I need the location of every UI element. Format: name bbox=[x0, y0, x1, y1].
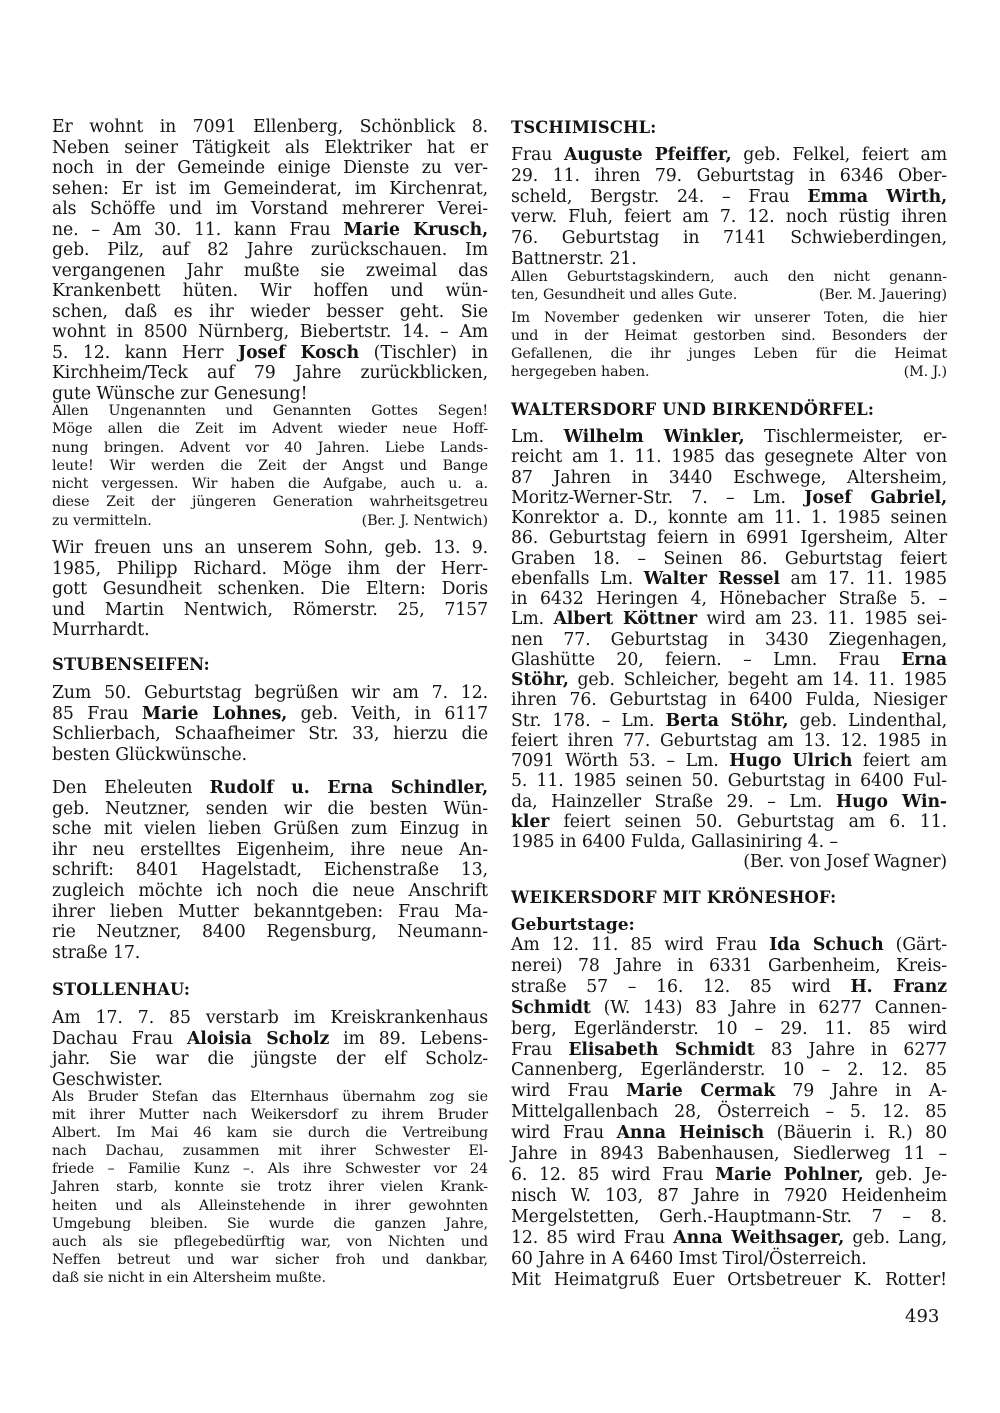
text-line: feiert ihren 77. Geburtstag am 13. 12. 1985 in bbox=[511, 730, 947, 751]
text-segment: Frau bbox=[511, 1039, 569, 1060]
text-segment: geb. Je- bbox=[863, 1164, 947, 1185]
text-segment: Lm. bbox=[511, 427, 564, 447]
text-line bbox=[511, 1228, 947, 1249]
bold-name: Anna Weithsager, bbox=[673, 1227, 845, 1248]
text-line: Er wohnt in 7091 Ellenberg, Schönblick 8. bbox=[52, 117, 488, 137]
text-line: nach Dachau, zusammen mit ihrer Schwester El- bbox=[52, 1143, 488, 1160]
text-segment: Tischlermeister, er- bbox=[744, 427, 947, 447]
text-segment: da, Hainzeller Straße 29. – Lm. bbox=[511, 791, 836, 812]
text-paragraph bbox=[52, 538, 488, 641]
text-segment: hergegeben haben. bbox=[511, 364, 650, 380]
text-line bbox=[511, 569, 947, 589]
text-line bbox=[511, 427, 947, 447]
text-segment: zu vermitteln. bbox=[52, 512, 152, 529]
text-line: in 6432 Heringen 4, Hönebacher Straße 5. – bbox=[511, 589, 947, 609]
text-line: schen, daß es ihr wieder besser geht. Sie bbox=[52, 301, 488, 322]
text-line: ihrer lieben Mutter bekanntgeben: Frau Ma- bbox=[52, 901, 488, 922]
text-segment: 5. 12. kann Herr bbox=[52, 342, 239, 363]
bold-name: kler bbox=[511, 811, 550, 832]
text-paragraph bbox=[52, 1008, 488, 1091]
text-line: als Schöffe und im Vorstand mehrerer Verei- bbox=[52, 199, 488, 219]
text-segment: (W. 143) 83 Jahre in 6277 Cannen- bbox=[590, 997, 947, 1018]
bold-name: Hugo Ulrich bbox=[729, 751, 853, 771]
bold-name: Marie Pohlner, bbox=[715, 1164, 864, 1185]
text-line: Mergelstetten, Gerh.-Hauptmann-Str. 7 – 8. bbox=[511, 1206, 947, 1227]
text-line: Kirchheim/Teck auf 79 Jahre zurückblicken, bbox=[52, 363, 488, 383]
text-line: Murrhardt. bbox=[52, 620, 150, 640]
text-line: friede – Familie Kunz –. Als ihre Schwester vor 24 bbox=[52, 1161, 488, 1178]
text-line: berg, Egerländerstr. 10 – 29. 11. 85 wird bbox=[511, 1018, 947, 1039]
text-line bbox=[511, 998, 947, 1019]
text-paragraph bbox=[52, 778, 488, 963]
text-line: Allen Ungenannten und Genannten Gottes Segen! bbox=[52, 403, 488, 419]
text-segment: ne. – Am 30. 11. kann Frau bbox=[52, 219, 344, 240]
text-line: WALTERSDORF UND BIRKENDÖRFEL: bbox=[511, 400, 875, 419]
bold-name: Stöhr, bbox=[511, 670, 569, 690]
text-line: mit ihrer Mutter nach Weikersdorf zu ihrem Bruder bbox=[52, 1107, 488, 1124]
text-segment: Frau bbox=[511, 145, 564, 165]
report-signature: (Ber. J. Nentwich) bbox=[361, 512, 488, 529]
text-segment: 83 Jahre in 6277 bbox=[754, 1039, 948, 1060]
text-line: noch in der Gemeinde einige Dienste zu ver- bbox=[52, 158, 488, 178]
text-line: besten Glückwünsche. bbox=[52, 745, 248, 766]
bold-name: Auguste Pfeiffer, bbox=[563, 145, 732, 165]
text-line bbox=[511, 1081, 947, 1102]
bold-name: Wilhelm Winkler, bbox=[563, 427, 745, 447]
text-segment: Dachau Frau bbox=[52, 1028, 187, 1049]
text-line: WEIKERSDORF MIT KRÖNESHOF: bbox=[511, 888, 837, 907]
text-line bbox=[511, 670, 947, 690]
bold-name: Walter Ressel bbox=[643, 568, 780, 589]
small-text-paragraph bbox=[511, 268, 947, 304]
text-segment: 6. 12. 85 wird Frau bbox=[511, 1164, 716, 1185]
report-signature: (Ber. von Josef Wagner) bbox=[743, 852, 947, 873]
text-line: Neben seiner Tätigkeit als Elektriker hat er bbox=[52, 137, 488, 158]
text-paragraph bbox=[52, 117, 488, 404]
text-paragraph bbox=[511, 427, 947, 873]
text-line: Wir freuen uns an unserem Sohn, geb. 13. 9. bbox=[52, 538, 488, 558]
text-line: Geschwister. bbox=[52, 1070, 163, 1091]
text-segment: wird Frau bbox=[511, 1123, 617, 1144]
text-line: 86. Geburtstag feiern in 6991 Igersheim, Alter bbox=[511, 528, 947, 549]
text-line bbox=[511, 1123, 947, 1144]
text-line bbox=[511, 363, 947, 381]
text-line: Neffen betreut und war sicher froh und dankbar, bbox=[52, 1251, 488, 1268]
text-line bbox=[511, 187, 947, 208]
text-segment: straße 57 – 16. 12. 85 wird bbox=[511, 976, 851, 997]
text-segment: wird am 23. 11. 1985 sei- bbox=[696, 609, 947, 630]
text-paragraph bbox=[511, 145, 947, 270]
bold-name: Emma Wirth, bbox=[807, 186, 947, 207]
text-line: STUBENSEIFEN: bbox=[52, 655, 210, 674]
text-line bbox=[52, 1029, 488, 1050]
text-line: Konrektor a. D., konnte am 11. 1. 1985 seinen bbox=[511, 508, 947, 528]
text-line: nicht vergessen. Wir haben die Aufgabe, auch u. a. bbox=[52, 476, 488, 493]
bold-name: Schmidt bbox=[511, 997, 591, 1018]
text-line: Graben 18. – Seinen 86. Geburtstag feiert bbox=[511, 548, 947, 569]
text-line: Mittelgallenbach 28, Österreich – 5. 12. 85 bbox=[511, 1102, 947, 1123]
text-line: wohnt in 8500 Nürnberg, Biebertstr. 14. – Am bbox=[52, 322, 488, 342]
text-line: Jahren starb, konnte sie trotz ihrer vielen Krank- bbox=[52, 1179, 488, 1196]
text-segment: 12. 85 wird Frau bbox=[511, 1227, 674, 1248]
text-line: und Martin Nentwich, Römerstr. 25, 7157 bbox=[52, 599, 488, 620]
text-line: Jahre in 8943 Babenhausen, Siedlerweg 11 – bbox=[511, 1144, 947, 1165]
text-line: ihr neu erstelltes Eigenheim, ihre neue An- bbox=[52, 839, 488, 860]
text-line: nung bringen. Advent vor 40 Jahren. Liebe Lands- bbox=[52, 439, 488, 456]
text-line bbox=[511, 145, 947, 166]
page-number: 493 bbox=[905, 1306, 940, 1327]
section-heading bbox=[511, 400, 947, 420]
text-segment: (Gärt- bbox=[883, 935, 947, 955]
text-segment: feiert seinen 50. Geburtstag am 6. 11. bbox=[549, 811, 947, 832]
text-line: daß sie nicht in ein Altersheim mußte. bbox=[52, 1269, 326, 1286]
bold-name: Josef Gabriel, bbox=[804, 487, 947, 508]
text-segment: geb. Veith, in 6117 bbox=[287, 703, 488, 724]
text-line: Allen Geburtstagskindern, auch den nicht genann- bbox=[511, 269, 947, 285]
text-line: jahr. Sie war die jüngste der elf Scholz- bbox=[52, 1049, 488, 1070]
bold-name: Marie Lohnes, bbox=[141, 703, 288, 724]
text-paragraph bbox=[511, 935, 947, 1290]
text-line: Zum 50. Geburtstag begrüßen wir am 7. 12. bbox=[52, 683, 488, 703]
text-segment: geb. Lindenthal, bbox=[788, 710, 947, 731]
text-segment: ten, Gesundheit und alles Gute. bbox=[511, 287, 738, 303]
text-line: 5. 11. 1985 seinen 50. Geburtstag in 6400 Ful- bbox=[511, 771, 947, 792]
text-segment: geb. Felkel, feiert am bbox=[731, 145, 947, 165]
text-line: Möge allen die Zeit im Advent wieder neue Hoff- bbox=[52, 421, 488, 438]
bold-name: Josef Kosch bbox=[238, 342, 360, 363]
text-line: sche mit vielen lieben Grüßen zum Einzug in bbox=[52, 819, 488, 840]
text-segment: am 17. 11. 1985 bbox=[779, 568, 947, 589]
small-text-paragraph bbox=[52, 1088, 488, 1287]
text-line: 87 Jahren in 3440 Eschwege, Altersheim, bbox=[511, 467, 947, 488]
text-line: 1985, Philipp Richard. Möge ihm der Herr- bbox=[52, 558, 488, 579]
bold-name: Erna bbox=[901, 649, 947, 670]
bold-name: Ida Schuch bbox=[769, 935, 884, 955]
text-line bbox=[52, 512, 488, 530]
text-line bbox=[511, 751, 947, 771]
text-line: Geburtstage: bbox=[511, 915, 635, 935]
text-segment: Lm. bbox=[511, 609, 554, 630]
text-line bbox=[52, 778, 488, 799]
bold-name: Hugo Win- bbox=[835, 791, 947, 812]
text-line: STOLLENHAU: bbox=[52, 980, 191, 999]
text-line: Umgebung bleiben. Sie wurde die ganzen Jahre, bbox=[52, 1215, 488, 1232]
text-line bbox=[52, 343, 488, 364]
text-line: Im November gedenken wir unserer Toten, die hier bbox=[511, 310, 947, 326]
bold-name: Elisabeth Schmidt bbox=[568, 1039, 755, 1060]
text-line bbox=[52, 704, 488, 725]
text-line: Schlierbach, Schaafheimer Str. 33, hierzu die bbox=[52, 724, 488, 745]
text-line bbox=[511, 609, 947, 629]
text-segment: (Bäuerin i. R.) 80 bbox=[764, 1123, 947, 1144]
text-line: schrift: 8401 Hagelstadt, Eichenstraße 13, bbox=[52, 860, 488, 881]
text-segment: Den Eheleuten bbox=[52, 778, 210, 798]
bold-name: Aloisia Scholz bbox=[186, 1028, 330, 1049]
text-line: sehen: Er ist im Gemeinderat, im Kirchenrat, bbox=[52, 178, 488, 199]
text-segment: scheld, Bergstr. 24. – Frau bbox=[511, 186, 808, 207]
text-segment: 79 Jahre in A- bbox=[775, 1081, 947, 1102]
bold-name: H. Franz bbox=[850, 976, 947, 997]
text-segment: Am 12. 11. 85 wird Frau bbox=[511, 935, 770, 955]
text-segment: Str. 178. – Lm. bbox=[511, 710, 666, 731]
text-line bbox=[511, 1040, 947, 1061]
text-line bbox=[511, 488, 947, 508]
text-line: verw. Fluh, feiert am 7. 12. noch rüstig ihren bbox=[511, 207, 947, 228]
text-segment: geb. Lang, bbox=[844, 1227, 948, 1248]
text-line: Gefallenen, die ihr junges Leben für die Heimat bbox=[511, 346, 947, 362]
text-line bbox=[511, 1165, 947, 1186]
text-segment: im 89. Lebens- bbox=[329, 1028, 488, 1049]
text-line: 60 Jahre in A 6460 Imst Tirol/Österreich. bbox=[511, 1248, 867, 1269]
bold-name: Marie Krusch, bbox=[343, 219, 489, 240]
text-segment: (Tischler) in bbox=[359, 342, 488, 363]
text-line: und in der Heimat gestorben sind. Besonders der bbox=[511, 328, 947, 344]
text-line: 29. 11. ihren 79. Geburtstag in 6346 Ober- bbox=[511, 165, 947, 186]
text-segment: 85 Frau bbox=[52, 703, 142, 724]
text-line: heiten und als Alleinstehende in ihrer gewohnten bbox=[52, 1197, 488, 1214]
subheading bbox=[511, 915, 947, 935]
text-segment: ebenfalls Lm. bbox=[511, 568, 644, 589]
text-line: gott Gesundheit schenken. Die Eltern: Doris bbox=[52, 579, 488, 599]
text-segment: geb. Schleicher, begeht am 14. 11. 1985 bbox=[568, 670, 947, 690]
section-heading bbox=[511, 118, 947, 138]
bold-name: Albert Köttner bbox=[553, 609, 697, 630]
text-line: leute! Wir werden die Zeit der Angst und Bange bbox=[52, 457, 488, 474]
text-line: zugleich möchte ich noch die neue Anschrift bbox=[52, 880, 488, 901]
text-line: nerei) 78 Jahre in 6331 Garbenheim, Kreis- bbox=[511, 955, 947, 976]
text-line bbox=[511, 852, 947, 872]
text-line bbox=[511, 935, 947, 956]
bold-name: Marie Cermak bbox=[626, 1081, 776, 1102]
text-line bbox=[52, 220, 488, 241]
bold-name: Anna Heinisch bbox=[616, 1123, 765, 1144]
report-signature: (Ber. M. Jauering) bbox=[818, 287, 947, 303]
text-line: Als Bruder Stefan das Elternhaus übernahm zog sie bbox=[52, 1089, 488, 1105]
text-line: straße 17. bbox=[52, 942, 141, 963]
text-line: gute Wünsche zur Genesung! bbox=[52, 383, 308, 404]
text-segment: Moritz-Werner-Str. 7. – Lm. bbox=[511, 487, 805, 508]
text-segment: wird Frau bbox=[511, 1081, 627, 1102]
text-line bbox=[511, 977, 947, 998]
text-line: reicht am 1. 11. 1985 das gesegnete Alter von bbox=[511, 447, 947, 468]
text-line: auch als sie pflegebedürftig war, von Nichten und bbox=[52, 1233, 488, 1250]
text-line bbox=[511, 286, 947, 304]
text-line: Albert. Im Mai 46 kam sie durch die Vertreibung bbox=[52, 1125, 488, 1142]
bold-name: Rudolf u. Erna Schindler, bbox=[209, 778, 488, 798]
text-line bbox=[511, 792, 947, 812]
small-text-paragraph bbox=[511, 309, 947, 381]
text-line bbox=[511, 812, 947, 832]
text-segment: 7091 Wörth 53. – Lm. bbox=[511, 751, 730, 771]
text-line: vergangenen Jahr mußte sie zweimal das bbox=[52, 260, 488, 281]
text-line: Battnerstr. 21. bbox=[511, 248, 637, 269]
section-heading bbox=[511, 888, 947, 908]
text-line: ihren 76. Geburtstag in 6400 Fulda, Niesiger bbox=[511, 690, 947, 711]
text-line: rie Neutzner, 8400 Regensburg, Neumann- bbox=[52, 922, 488, 943]
text-line bbox=[511, 650, 947, 670]
text-line: Cannenberg, Egerländerstr. 10 – 2. 12. 85 bbox=[511, 1060, 947, 1081]
bold-name: Berta Stöhr, bbox=[665, 710, 789, 731]
text-paragraph bbox=[52, 683, 488, 766]
report-signature: (M. J.) bbox=[903, 364, 947, 380]
text-line: TSCHIMISCHL: bbox=[511, 118, 657, 137]
text-line: nen 77. Geburtstag in 3430 Ziegenhagen, bbox=[511, 629, 947, 650]
text-line: geb. Neutzner, senden wir die besten Wün- bbox=[52, 798, 488, 819]
text-line: nisch W. 103, 87 Jahre in 7920 Heidenheim bbox=[511, 1185, 947, 1206]
text-line: geb. Pilz, auf 82 Jahre zurückschauen. Im bbox=[52, 240, 488, 260]
text-line: Mit Heimatgruß Euer Ortsbetreuer K. Rotter! bbox=[511, 1269, 947, 1290]
text-line: 76. Geburtstag in 7141 Schwieberdingen, bbox=[511, 228, 947, 249]
text-line: diese Zeit der jüngeren Generation wahrheitsgetreu bbox=[52, 494, 488, 511]
text-segment: feiert am bbox=[852, 751, 947, 771]
text-line: 1985 in 6400 Fulda, Gallasiniring 4. – bbox=[511, 832, 838, 852]
small-text-paragraph bbox=[52, 402, 488, 530]
section-heading bbox=[52, 980, 488, 1000]
text-line: Am 17. 7. 85 verstarb im Kreiskrankenhaus bbox=[52, 1008, 488, 1028]
text-line: Krankenbett hüten. Wir hoffen und wün- bbox=[52, 281, 488, 301]
text-segment: Glashütte 20, feiern. – Lmn. Frau bbox=[511, 649, 902, 670]
text-line bbox=[511, 711, 947, 731]
section-heading bbox=[52, 655, 488, 675]
